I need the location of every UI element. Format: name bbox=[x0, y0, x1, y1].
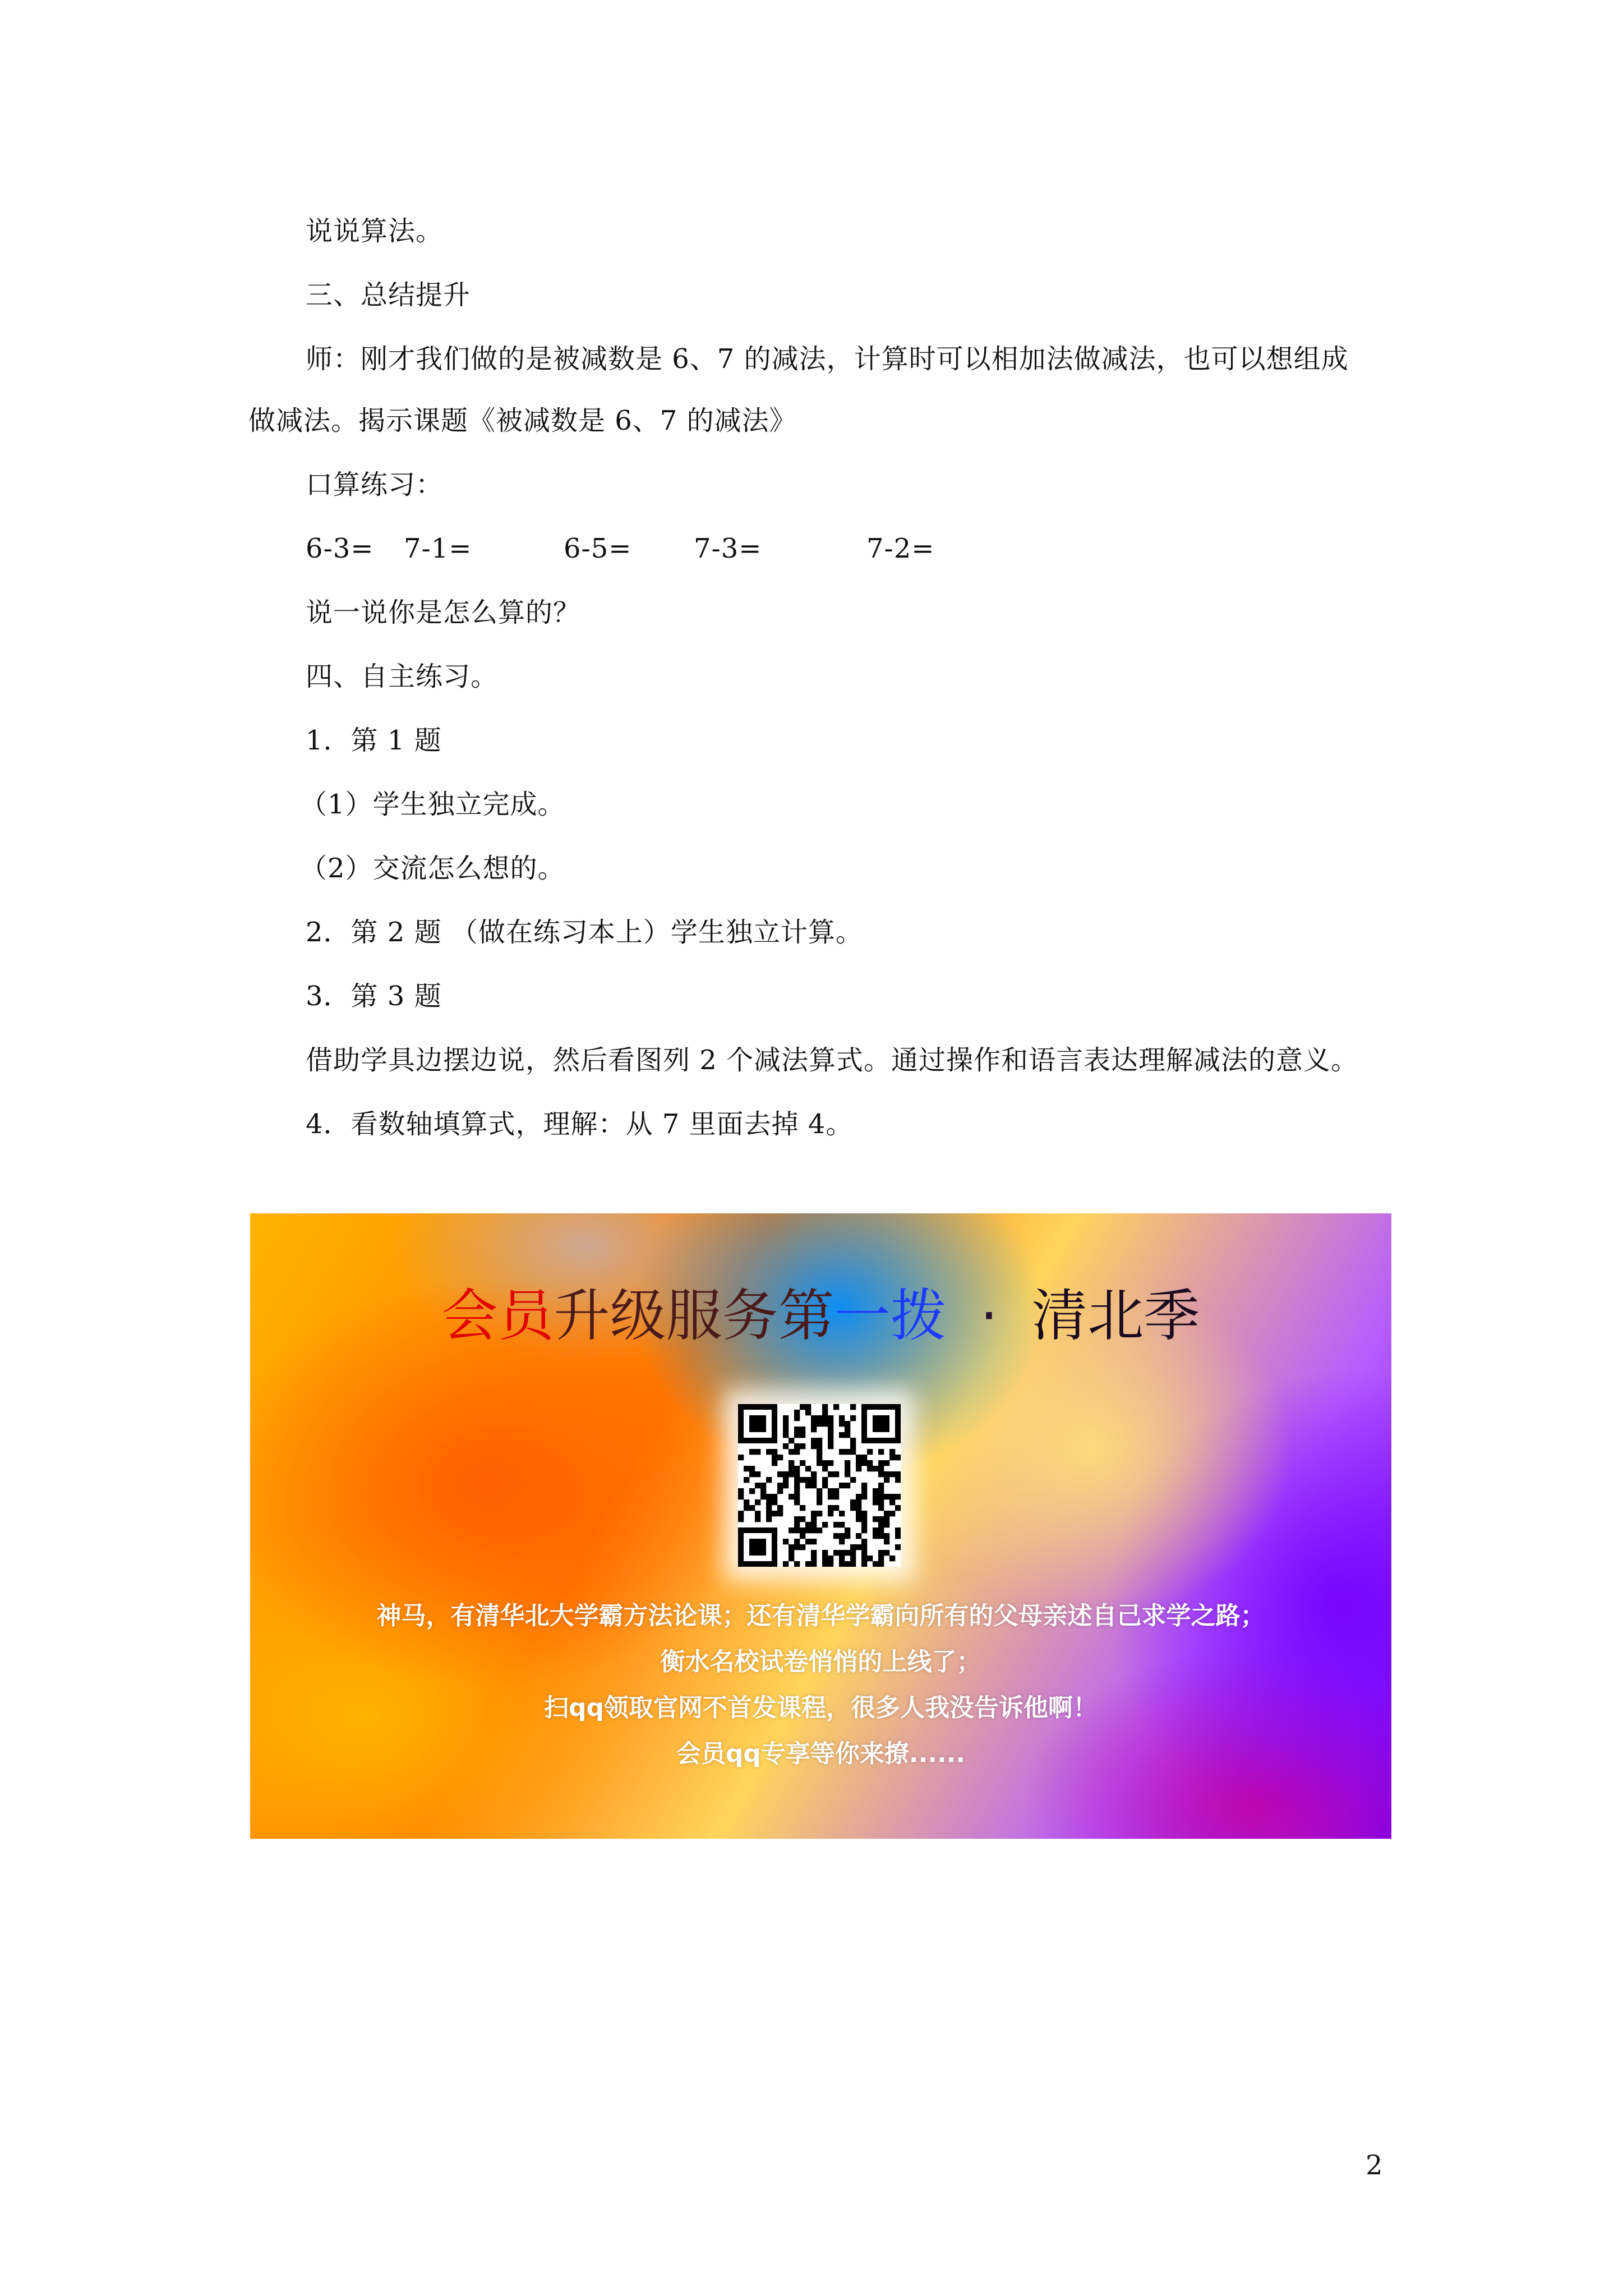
exercise-4: 4．看数轴填算式，理解：从 7 里面去掉 4。 bbox=[306, 1108, 854, 1140]
calc-item: 6-5= bbox=[564, 533, 632, 564]
exercise-3-description: 借助学具边摆边说，然后看图列 2 个减法算式。通过操作和语言表达理解减法的意义。 bbox=[306, 1045, 1359, 1076]
exercise-3: 3．第 3 题 bbox=[306, 981, 442, 1012]
banner-title bbox=[250, 1280, 1391, 1352]
banner-title-part: 清北季 bbox=[1031, 1283, 1200, 1349]
calc-item: 7-2= bbox=[866, 533, 935, 564]
banner-title-part: · bbox=[980, 1283, 998, 1349]
calc-item: 6-3= bbox=[306, 533, 374, 564]
banner-title-part: 会员 bbox=[441, 1283, 554, 1349]
banner-line: 衡水名校试卷悄悄的上线了； bbox=[660, 1648, 981, 1676]
banner-line: 扫qq领取官网不首发课程，很多人我没告诉他啊！ bbox=[544, 1694, 1098, 1722]
exercise-2: 2．第 2 题 （做在练习本上）学生独立计算。 bbox=[306, 917, 863, 948]
banner-title-part: 升级服务第 bbox=[554, 1283, 834, 1349]
paragraph-teacher-continued: 做减法。揭示课题《被减数是 6、7 的减法》 bbox=[248, 405, 797, 436]
banner-title-part: 一拨 bbox=[834, 1283, 947, 1349]
section-heading-4: 四、自主练习。 bbox=[306, 661, 499, 692]
calc-item: 7-1= bbox=[404, 533, 472, 564]
paragraph-explain: 说一说你是怎么算的？ bbox=[306, 597, 581, 628]
banner-line: 会员qq专享等你来撩...... bbox=[676, 1740, 966, 1768]
section-heading-3: 三、总结提升 bbox=[306, 279, 471, 311]
promo-banner[interactable] bbox=[250, 1213, 1391, 1839]
qr-code-graphic bbox=[738, 1404, 901, 1567]
calc-item: 7-3= bbox=[694, 533, 762, 564]
page-number: 2 bbox=[1366, 2150, 1383, 2181]
oral-practice-label: 口算练习： bbox=[306, 469, 444, 500]
paragraph-teacher: 师：刚才我们做的是被减数是 6、7 的减法，计算时可以相加法做减法，也可以想组成 bbox=[306, 343, 1349, 375]
paragraph-1: 说说算法。 bbox=[306, 215, 444, 247]
exercise-1-step-2: （2）交流怎么想的。 bbox=[300, 853, 565, 884]
qr-code-icon[interactable] bbox=[738, 1404, 901, 1567]
banner-line: 神马，有清华北大学霸方法论课；还有清华学霸向所有的父母亲述自己求学之路； bbox=[376, 1602, 1265, 1630]
exercise-1-step-1: （1）学生独立完成。 bbox=[300, 789, 565, 820]
exercise-1: 1．第 1 题 bbox=[306, 725, 442, 756]
oral-calculation-row bbox=[306, 532, 979, 565]
